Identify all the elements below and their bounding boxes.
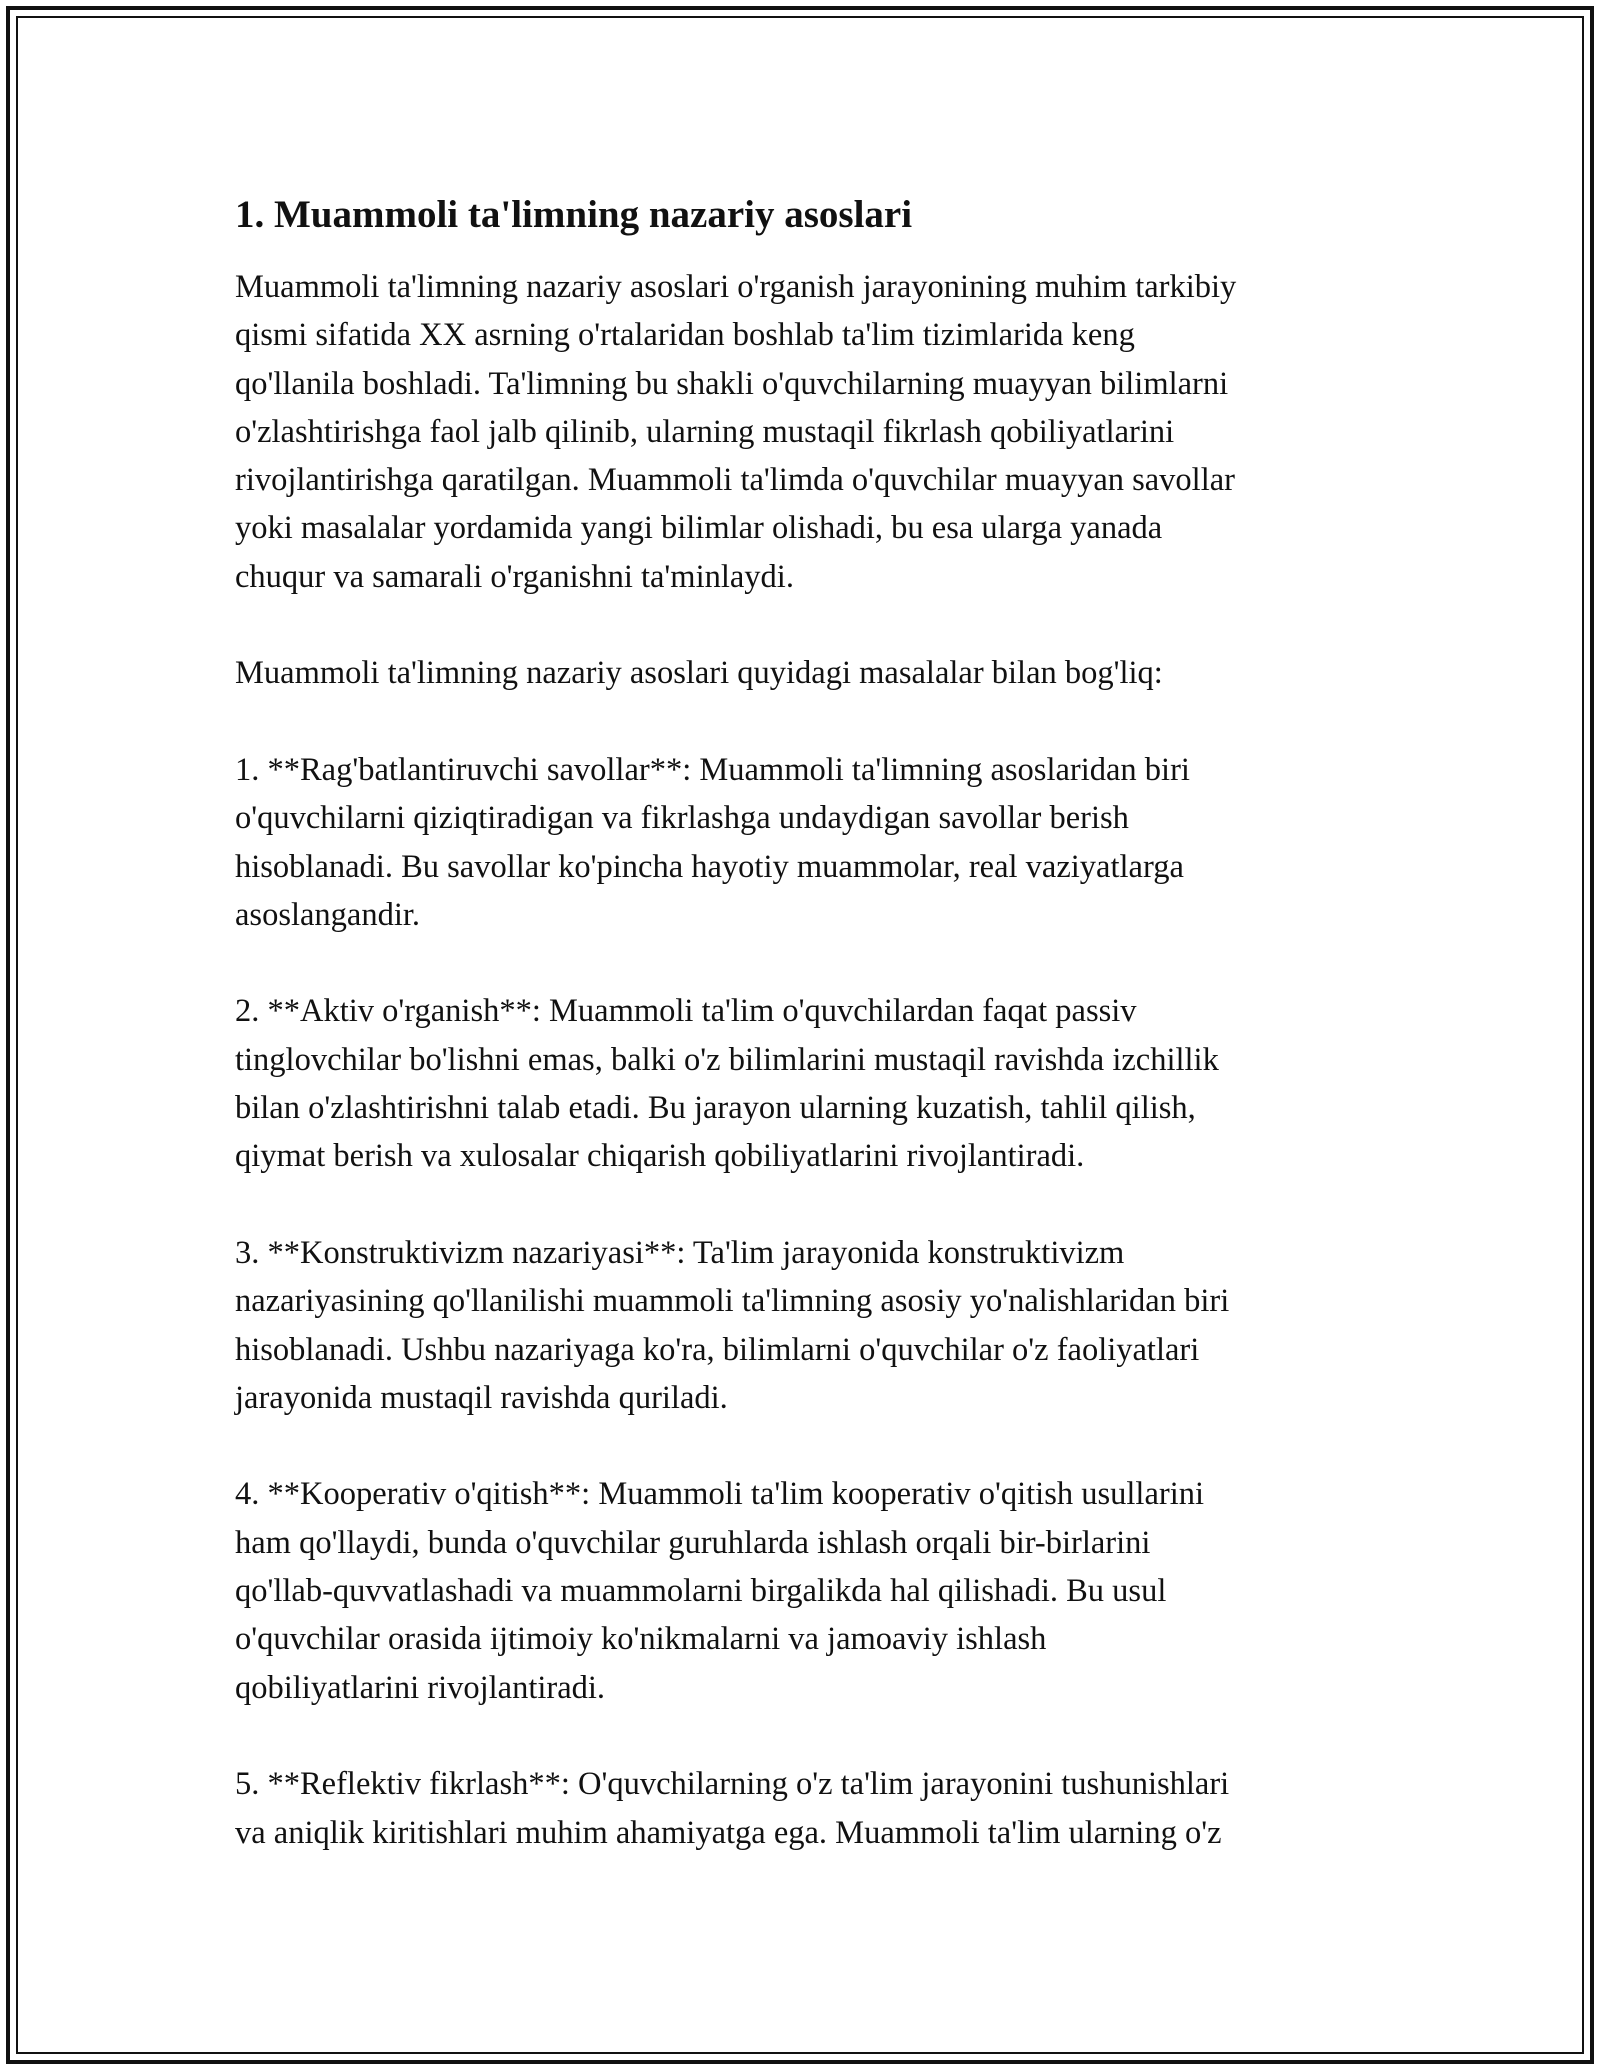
text-line: 1. **Rag'batlantiruvchi savollar**: Muammoli ta'limning asoslaridan biri (235, 751, 1190, 788)
list-item-3 (235, 1229, 1375, 1422)
text-line: chuqur va samarali o'rganishni ta'minlaydi. (235, 558, 794, 595)
list-item-5 (235, 1760, 1375, 1857)
list-item-4 (235, 1470, 1375, 1711)
text-line: bilan o'zlashtirishni talab etadi. Bu jarayon ularning kuzatish, tahlil qilish, (235, 1090, 1196, 1127)
text-line: 2. **Aktiv o'rganish**: Muammoli ta'lim o'quvchilardan faqat passiv (235, 993, 1137, 1030)
text-line: rivojlantirishga qaratilgan. Muammoli ta'limda o'quvchilar muayyan savollar (235, 462, 1235, 499)
text-line: qiymat berish va xulosalar chiqarish qobiliyatlarini rivojlantiradi. (235, 1138, 1085, 1175)
text-line: qo'llanila boshladi. Ta'limning bu shakli o'quvchilarning muayyan bilimlarni (235, 365, 1229, 402)
list-item-1 (235, 746, 1375, 939)
text-line: 4. **Kooperativ o'qitish**: Muammoli ta'lim kooperativ o'qitish usullarini (235, 1476, 1205, 1513)
text-line: o'quvchilarni qiziqtiradigan va fikrlashga undaydigan savollar berish (235, 800, 1129, 837)
text-line: o'zlashtirishga faol jalb qilinib, ularning mustaqil fikrlash qobiliyatlarini (235, 413, 1175, 450)
text-line: o'quvchilar orasida ijtimoiy ko'nikmalarni va jamoaviy ishlash (235, 1621, 1047, 1658)
paragraph-intro (235, 263, 1375, 601)
text-line: va aniqlik kiritishlari muhim ahamiyatga ega. Muammoli ta'lim ularning o'z (235, 1814, 1222, 1851)
text-line: Muammoli ta'limning nazariy asoslari o'rganish jarayonining muhim tarkibiy (235, 269, 1237, 305)
text-line: nazariyasining qo'llanilishi muammoli ta'limning asosiy yo'nalishlaridan biri (235, 1283, 1230, 1320)
text-line: qismi sifatida XX asrning o'rtalaridan boshlab ta'lim tizimlarida keng (235, 317, 1135, 354)
section-heading: 1. Muammoli ta'limning nazariy asoslari (235, 193, 913, 236)
text-line: qobiliyatlarini rivojlantiradi. (235, 1669, 606, 1706)
text-line: jarayonida mustaqil ravishda quriladi. (235, 1379, 728, 1416)
text-line: 5. **Reflektiv fikrlash**: O'quvchilarning o'z ta'lim jarayonini tushunishlari (235, 1766, 1230, 1803)
text-line: asoslangandir. (235, 896, 421, 933)
text-line: Muammoli ta'limning nazariy asoslari quyidagi masalalar bilan bog'liq: (235, 655, 1163, 692)
text-line: tinglovchilar bo'lishni emas, balki o'z bilimlarini mustaqil ravishda izchillik (235, 1041, 1219, 1078)
paragraph-list-intro (235, 649, 1375, 697)
text-line: yoki masalalar yordamida yangi bilimlar olishadi, bu esa ularga yanada (235, 510, 1163, 547)
text-line: ham qo'llaydi, bunda o'quvchilar guruhlarda ishlash orqali bir-birlarini (235, 1524, 1151, 1561)
document-body (235, 190, 1375, 1857)
text-line: hisoblanadi. Bu savollar ko'pincha hayotiy muammolar, real vaziyatlarga (235, 848, 1184, 885)
text-line: 3. **Konstruktivizm nazariyasi**: Ta'lim jarayonida konstruktivizm (235, 1234, 1125, 1271)
text-line: hisoblanadi. Ushbu nazariyaga ko'ra, bilimlarni o'quvchilar o'z faoliyatlari (235, 1331, 1200, 1368)
text-line: qo'llab-quvvatlashadi va muammolarni birgalikda hal qilishadi. Bu usul (235, 1573, 1167, 1610)
list-item-2 (235, 987, 1375, 1180)
